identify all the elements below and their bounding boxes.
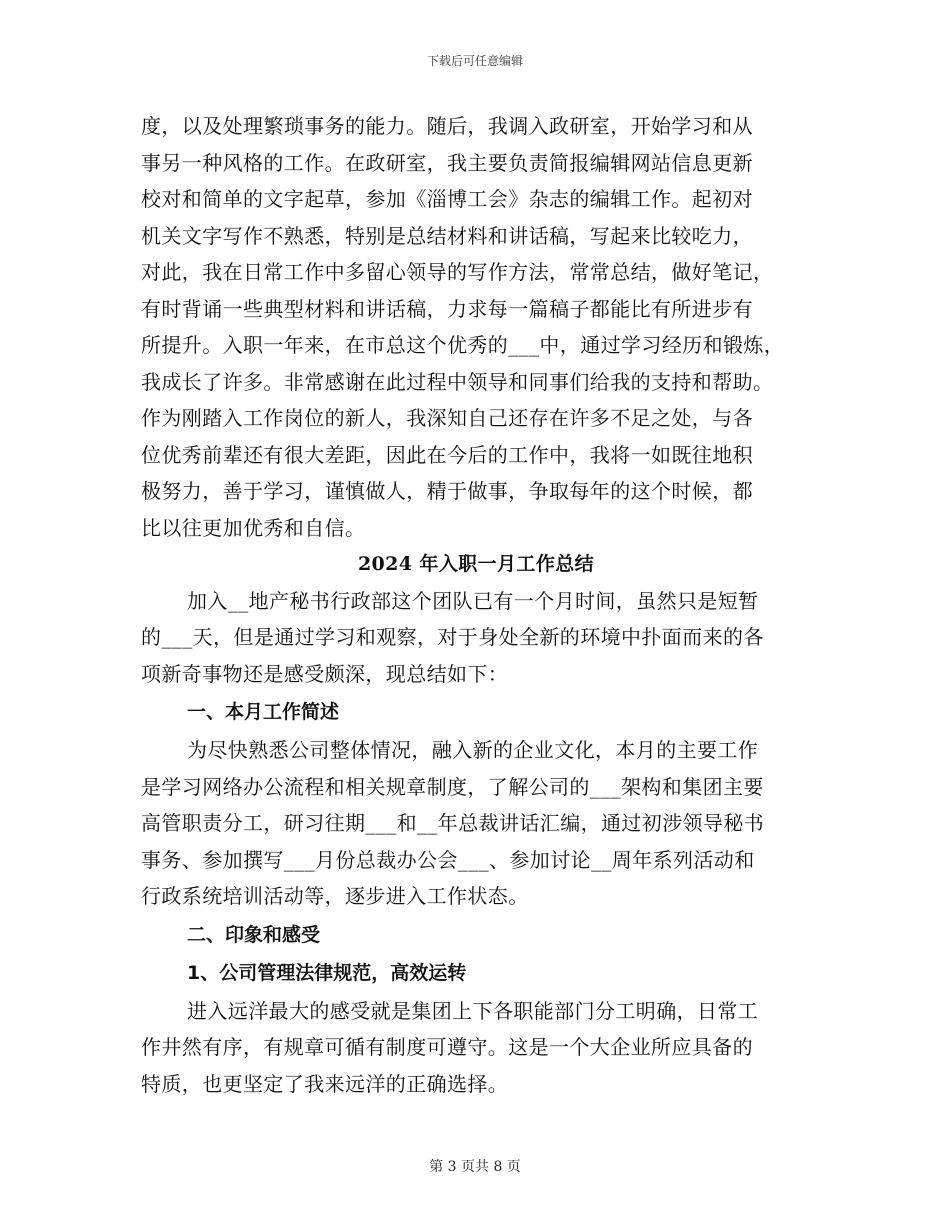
text-line: 高管职责分工，研习往期___和__年总裁讲话汇编，通过初涉领导秘书 bbox=[141, 811, 765, 835]
text-line: 为尽快熟悉公司整体情况，融入新的企业文化，本月的主要工作 bbox=[187, 738, 759, 762]
text-line: 度，以及处理繁琐事务的能力。随后，我调入政研室，开始学习和从 bbox=[141, 114, 753, 138]
section-heading-2: 二、印象和感受 bbox=[187, 923, 321, 946]
subsection-heading-1: 1、公司管理法律规范，高效运转 bbox=[187, 961, 467, 984]
paragraph-intro bbox=[141, 583, 821, 693]
text-line: 是学习网络办公流程和相关规章制度，了解公司的___架构和集团主要 bbox=[141, 774, 764, 799]
text-line: 对此，我在日常工作中多留心领导的写作方法，常常总结，做好笔记， bbox=[141, 260, 774, 284]
document-title: 2024 年入职一月工作总结 bbox=[357, 553, 595, 575]
paragraph-section-1 bbox=[141, 732, 821, 915]
text-line: 行政系统培训活动等，逐步进入工作状态。 bbox=[141, 884, 529, 908]
text-line: 校对和简单的文字起草，参加《淄博工会》杂志的编辑工作。起初对 bbox=[141, 187, 753, 211]
text-line: 极努力，善于学习，谨慎做人，精于做事，争取每年的这个时候，都 bbox=[141, 479, 753, 503]
text-line: 事务、参加撰写___月份总裁办公会___、参加讨论__周年系列活动和 bbox=[141, 847, 755, 872]
text-line: 特质，也更坚定了我来远洋的正确选择。 bbox=[141, 1071, 509, 1096]
text-line: 进入远洋最大的感受就是集团上下各职能部门分工明确，日常工 bbox=[187, 998, 759, 1023]
text-line: 有时背诵一些典型材料和讲话稿，力求每一篇稿子都能比有所进步有 bbox=[141, 296, 753, 321]
text-line: 事另一种风格的工作。在政研室，我主要负责简报编辑网站信息更新 bbox=[141, 150, 753, 175]
text-line: 比以往更加优秀和自信。 bbox=[141, 515, 366, 540]
text-line: 项新奇事物还是感受颇深，现总结如下： bbox=[141, 661, 509, 686]
text-line: 我成长了许多。非常感谢在此过程中领导和同事们给我的支持和帮助。 bbox=[141, 369, 774, 394]
section-heading-1: 一、本月工作简述 bbox=[187, 701, 340, 723]
page-footer: 第 3 页共 8 页 bbox=[429, 1159, 521, 1175]
text-line: 机关文字写作不熟悉，特别是总结材料和讲话稿，写起来比较吃力， bbox=[141, 223, 753, 248]
text-line: 的___天，但是通过学习和观察，对于身处全新的环境中扑面而来的各 bbox=[141, 625, 764, 649]
page-header: 下载后可任意编辑 bbox=[426, 54, 523, 68]
paragraph-continuation bbox=[141, 108, 821, 546]
text-line: 加入__地产秘书行政部这个团队已有一个月时间，虽然只是短暂 bbox=[187, 588, 759, 613]
text-line: 作井然有序，有规章可循有制度可遵守。这是一个大企业所应具备的 bbox=[141, 1035, 753, 1059]
text-line: 位优秀前辈还有很大差距，因此在今后的工作中，我将一如既往地积 bbox=[141, 442, 753, 467]
text-line: 作为刚踏入工作岗位的新人，我深知自己还存在许多不足之处，与各 bbox=[141, 406, 753, 430]
document-body bbox=[141, 108, 821, 1102]
paragraph-subsection-1 bbox=[141, 993, 821, 1103]
text-line: 所提升。入职一年来，在市总这个优秀的___中，通过学习经历和锻炼， bbox=[141, 333, 785, 357]
